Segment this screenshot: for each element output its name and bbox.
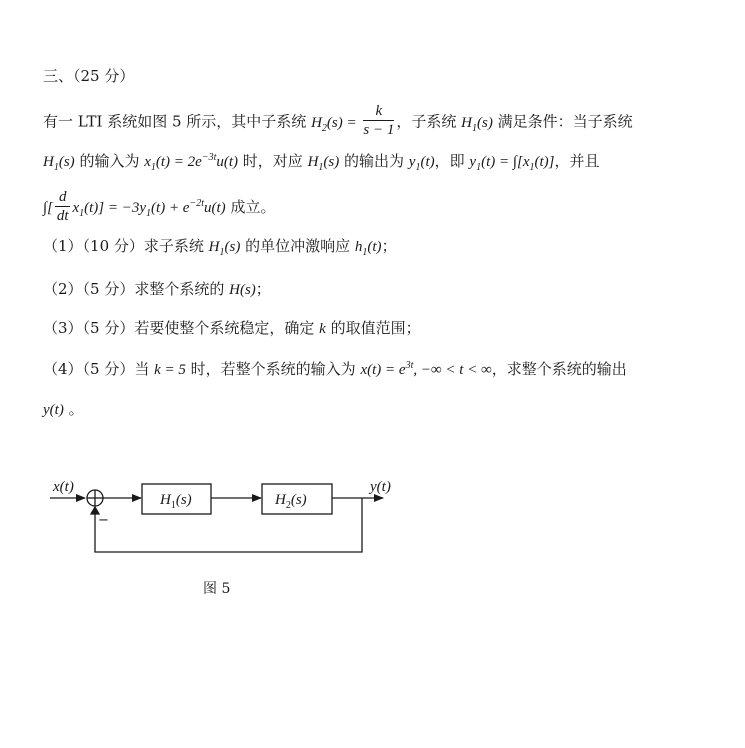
x1-expression: $x_1(t) = 2e^{-3t}u(t)$ [144,152,239,173]
question-3: （3）（5 分）若要使整个系统稳定，确定 k 的取值范围； [43,319,421,337]
input-label: x(t) [53,479,74,495]
figure-caption: 图 5 [203,581,231,597]
text: 有一 LTI 系统如图 5 所示，其中子系统 [43,112,312,131]
y1-equation: $y_1(t) = \int[x_1(t)]$ [469,154,555,173]
text: 满足条件：当子系统 [492,112,633,131]
minus-sign: − [98,513,109,528]
question-4-continued: y(t) 。 [43,400,84,418]
problem-heading: 三、（25 分） [43,67,135,85]
h1-symbol: $H_1(s)$ [43,154,75,173]
h1-symbol: $H_1(s)$ [307,154,340,173]
output-label: y(t) [370,479,391,495]
question-1: （1）（10 分）求子系统 $H_1(s)$ 的单位冲激响应 $h_1(t)$； [43,237,397,258]
derivative-equation: ∫[ $\frac{d}{dt}$ $x_1(t)] = -3y_1(t) + e^{-2t}u(t)$ [43,189,226,224]
feedback-path [95,498,362,552]
problem-line-3: ∫[ $\frac{d}{dt}$ $x_1(t)] = -3y_1(t) + e^{-2t}u(t)$ 成立。 [43,189,276,224]
text: ，子系统 [396,112,462,131]
h2-fraction: $\frac{k}{s - 1}$ [363,103,395,138]
h1-block-label: $H_1(s)$ [160,492,192,511]
question-2: （2）（5 分）求整个系统的 H(s)； [43,280,271,298]
problem-line-2: $H_1(s)$ 的输入为 $x_1(t) = 2e^{-3t}u(t)$ 时，对应 $H_1(s)$ 的输出为 $y_1(t)$，即 $y_1(t) = \int[x_1(t)]$，并且 [43,152,600,173]
question-4: （4）（5 分）当 k = 5 时，若整个系统的输入为 $x(t) = e^{3t}$, −∞ < t < ∞，求整个系统的输出 [43,360,627,378]
h2-block-label: $H_2(s)$ [275,492,307,511]
h1-symbol: $H_1(s)$ [461,114,493,134]
h2-symbol: $H_2(s)$ = [311,114,357,134]
y1-symbol: $y_1(t)$ [408,154,435,173]
